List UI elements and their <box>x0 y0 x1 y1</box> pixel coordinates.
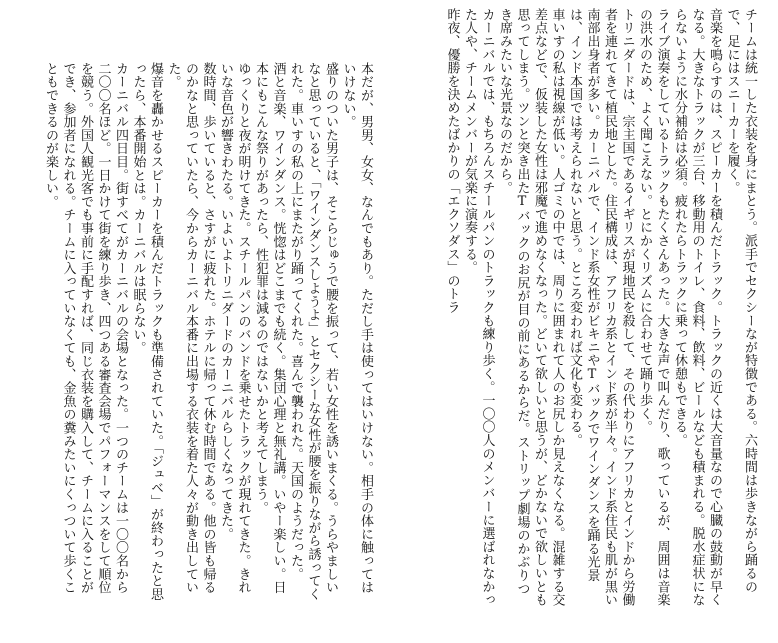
paragraph: カーニバルでは、もちろんスチールパンのトラックも練り歩く。一〇〇人のメンバーに選ばれなかった人や、チームメンバーが気楽に演奏する。 <box>462 8 495 607</box>
paragraph: カーニバル四日目。街すべてがカーニバルの会場となった。一つのチームは一〇〇名から二〇〇名ほど。一日かけて街を練り歩き、四つある審査会場でパフォーマンスをして順位を競う。外国人観光客でも事前に手配すれば、同じ衣装を購入して、チームに入ることができ、参加者になれる。チームに入っていなくても、金魚の糞みたいにくっついて歩くこともできるのが楽しい。 <box>43 62 128 594</box>
paragraph: 本だが、男男、女女、なんでもあり。ただし手は使ってはいけない。相手の体に触ってはいけない。 <box>340 62 373 594</box>
paragraph: 音楽を鳴らすのは、スピーカーを積んだトラック。トラックの近くは大音量なので心臓の鼓動が早くなる。大きなトラックが三台、移動用のトイレ、食料、飲料、ビールなども積まれる。脱水症状にならないように水分補給は必須。疲れたらトラックに乗って休憩もできる。 <box>672 8 722 607</box>
paragraph: ライブ演奏をしているトラックもたくさんあった。大きな声で叫んだり、歌っているが、周囲は音楽の洪水のため、よく聞こえない。とにかくリズムに合わせて踊り歩く。 <box>637 8 670 607</box>
paragraph: 盛りのついた男子は、そこらじゅうで腰を振って、若い女性を誘いまくる。うらやましいなと思っていると、「ワインダンスしようよ」とセクシーな女性が腰を振りながら誘ってくれた。車いすの私の上にまたがり踊ってくれた。喜んで襲われた。天国のようだった。 <box>288 62 338 601</box>
paragraph: チームは統一した衣装を身にまとう。派手でセクシーなが特徴である。六時間は歩きながら踊るので、足にはスニーカーを履く。 <box>724 8 757 594</box>
paragraph: 酒と音楽、ワインダンス。恍惚はどこまでも続く。集団心理と無礼講。いやー楽しい。日本にもこんな祭りがあったら、性犯罪は減るのではないかと考えてしまう。 <box>253 62 286 594</box>
right-text-column <box>413 8 758 608</box>
paragraph: 爆音を轟かせるスピーカーを積んだトラックも準備されていた。「ジュベ」が終わったと思ったら、本番開始とは。カーニバルは眠らない。 <box>130 62 163 601</box>
paragraph: 数時間、歩いていると、さすがに疲れた。ホテルに帰って休む時間である。他の皆も帰るのかなと思っていたら、今からカーニバル本番に出場する衣装を着た人々が動き出していた。 <box>165 62 216 594</box>
left-text-column <box>14 62 374 602</box>
paragraph: 車いすの私は視線が低い。人ゴミの中では、周りに囲まれて人のお尻しか見えなくなる。混雑する交差点などで、仮装した女性は邪魔で進めなくなった。どいて欲しいと思うが、どかないで欲しいとも思ってしまう。ツンと突き出たTバックのお尻が目の前にあるからだ。ストリップ劇場のかぶりつき席みたいな光景なのだから。 <box>497 8 565 607</box>
paragraph: ゆっくりと夜が明けてきた。スチールパンのバンドを乗せたトラックが現れてきた。きれいな音色が響きわたる。いよいよトリニダードのカーニバルらしくなってきた。 <box>218 62 251 594</box>
paragraph: トリニダードは、宗主国であるイギリスが現地民を殺して、その代わりにアフリカとインドから労働者を連れてきて植民地とした。住民構成は、アフリカ系とインド系が半々。インド系住民も肌が黒い南部出身者が多い。カーニバルで、インド系女性がビキニやTバックでワインダンスを踊る光景は、インド本国では考えられないと思う。ところ変われば文化も変わる。 <box>567 8 635 607</box>
paragraph: 昨夜、優勝を決めたばかりの「エクソダス」のトラ <box>444 8 460 314</box>
